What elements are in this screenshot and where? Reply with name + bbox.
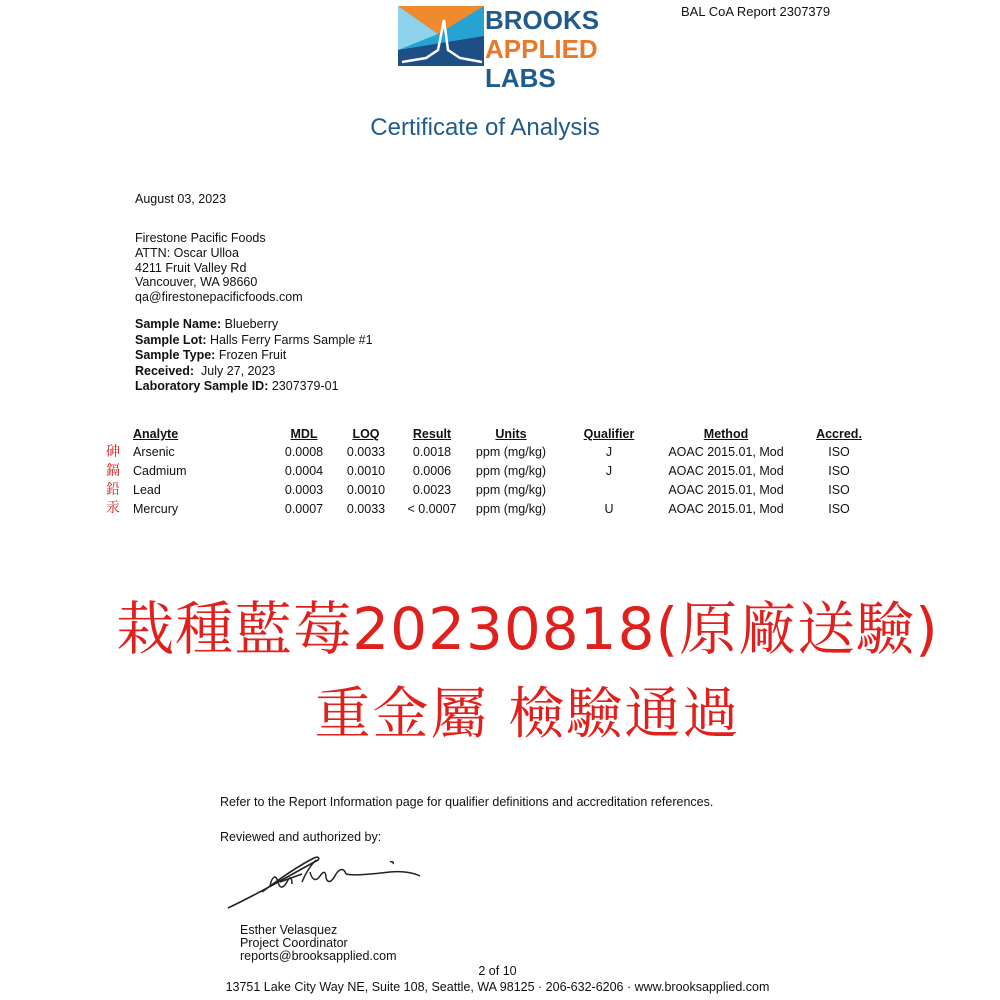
- table-row: [133, 443, 889, 462]
- sample-lot-row: [135, 333, 373, 349]
- report-date: August 03, 2023: [135, 192, 227, 206]
- lab-sample-id-row: [135, 379, 373, 395]
- received-label: Received:: [135, 363, 195, 378]
- cell-loq: 0.0033: [346, 501, 386, 516]
- cell-mdl: 0.0003: [284, 482, 324, 497]
- cell-accred: ISO: [828, 464, 850, 479]
- cell-method: AOAC 2015.01, Mod: [668, 464, 784, 479]
- cell-method: AOAC 2015.01, Mod: [668, 501, 784, 516]
- cell-units: ppm (mg/kg): [475, 482, 547, 497]
- signer-block: [240, 924, 397, 964]
- cell-units: ppm (mg/kg): [475, 464, 547, 479]
- table-row: [133, 481, 889, 500]
- cell-qualifier: U: [604, 501, 614, 516]
- logo-wordmark: [485, 6, 599, 93]
- sample-info: [135, 317, 373, 395]
- table-row: [133, 462, 889, 481]
- table-header-row: [133, 425, 889, 443]
- page-number: 2 of 10: [478, 964, 517, 978]
- cell-loq: 0.0033: [346, 445, 386, 460]
- cell-accred: ISO: [828, 482, 850, 497]
- cell-result: 0.0023: [412, 482, 452, 497]
- lab-sample-id-value: 2307379-01: [268, 379, 339, 393]
- red-banner-line-1: 栽種藍莓20230818(原廠送驗): [116, 595, 939, 663]
- received-value: July 27, 2023: [194, 363, 276, 378]
- cjk-label-lead: 鉛: [106, 481, 120, 498]
- lab-sample-id-label: Laboratory Sample ID:: [135, 379, 269, 393]
- cell-analyte: Arsenic: [133, 445, 175, 460]
- logo-line-applied: APPLIED: [485, 34, 598, 64]
- cell-result: 0.0018: [412, 445, 452, 460]
- cell-qualifier: J: [605, 445, 613, 460]
- footer-address: 13751 Lake City Way NE, Suite 108, Seattle, WA 98125 · 206-632-6206 · www.brooksapplied.com: [225, 980, 770, 994]
- logo-line-brooks: BROOKS: [485, 5, 600, 35]
- sample-type-value: Frozen Fruit: [215, 348, 287, 362]
- signer-name: Esther Velasquez: [240, 923, 338, 937]
- cjk-label-cadmium: 鎘: [106, 462, 120, 479]
- header-analyte: Analyte: [133, 427, 179, 441]
- client-email: qa@firestonepacificfoods.com: [135, 290, 303, 305]
- signer-role: Project Coordinator: [240, 936, 348, 951]
- sample-lot-label: Sample Lot:: [135, 332, 207, 347]
- cell-analyte: Mercury: [133, 501, 179, 516]
- sample-lot-value: Halls Ferry Farms Sample #1: [206, 332, 373, 347]
- header-qualifier: Qualifier: [583, 427, 635, 441]
- sample-name-value: Blueberry: [221, 317, 279, 331]
- signer-email: reports@brooksapplied.com: [240, 949, 397, 964]
- brooks-applied-labs-logo: [398, 5, 600, 94]
- cell-accred: ISO: [828, 445, 850, 460]
- header-accred: Accred.: [816, 427, 862, 441]
- cell-method: AOAC 2015.01, Mod: [668, 482, 784, 497]
- cell-mdl: 0.0007: [284, 501, 324, 516]
- cell-analyte: Lead: [133, 482, 161, 497]
- header-mdl: MDL: [290, 427, 318, 441]
- document-title: Certificate of Analysis: [370, 114, 600, 141]
- cjk-label-mercury: 汞: [106, 500, 120, 517]
- header-loq: LOQ: [352, 427, 380, 441]
- logo-line-labs: LABS: [485, 63, 556, 93]
- header-method: Method: [703, 427, 749, 441]
- cell-method: AOAC 2015.01, Mod: [668, 445, 784, 460]
- sample-name-row: [135, 317, 373, 333]
- cell-mdl: 0.0004: [284, 464, 324, 479]
- logo-mark-icon: [398, 6, 484, 66]
- report-id: BAL CoA Report 2307379: [681, 4, 831, 19]
- cjk-label-arsenic: 砷: [106, 444, 120, 460]
- cell-mdl: 0.0008: [284, 445, 324, 460]
- cell-qualifier: [555, 481, 663, 500]
- sample-name-label: Sample Name:: [135, 317, 222, 331]
- client-address: [135, 231, 303, 305]
- client-city: Vancouver, WA 98660: [135, 275, 258, 290]
- cell-accred: ISO: [828, 501, 850, 516]
- client-street: 4211 Fruit Valley Rd: [135, 260, 247, 275]
- table-row: [133, 499, 889, 518]
- reviewed-note: Reviewed and authorized by:: [220, 830, 382, 844]
- chinese-element-labels: [106, 443, 120, 518]
- received-row: [135, 364, 373, 380]
- cell-analyte: Cadmium: [133, 464, 187, 479]
- header-result: Result: [412, 427, 452, 441]
- sample-type-label: Sample Type:: [135, 348, 216, 362]
- cell-units: ppm (mg/kg): [475, 501, 547, 516]
- refer-note: Refer to the Report Information page for qualifier definitions and accreditation references.: [220, 795, 714, 809]
- red-banner-line-2: 重金屬 檢驗通過: [314, 682, 741, 747]
- client-attn: ATTN: Oscar Ulloa: [135, 245, 239, 260]
- cell-units: ppm (mg/kg): [475, 445, 547, 460]
- cell-result: 0.0006: [412, 464, 452, 479]
- client-company: Firestone Pacific Foods: [135, 231, 266, 245]
- results-table: [133, 425, 889, 518]
- cell-loq: 0.0010: [346, 482, 386, 497]
- cell-loq: 0.0010: [346, 464, 386, 479]
- handwritten-signature: [222, 852, 427, 914]
- header-units: Units: [495, 427, 527, 441]
- cell-qualifier: J: [605, 464, 613, 479]
- sample-type-row: [135, 348, 373, 364]
- cell-result: < 0.0007: [407, 501, 457, 516]
